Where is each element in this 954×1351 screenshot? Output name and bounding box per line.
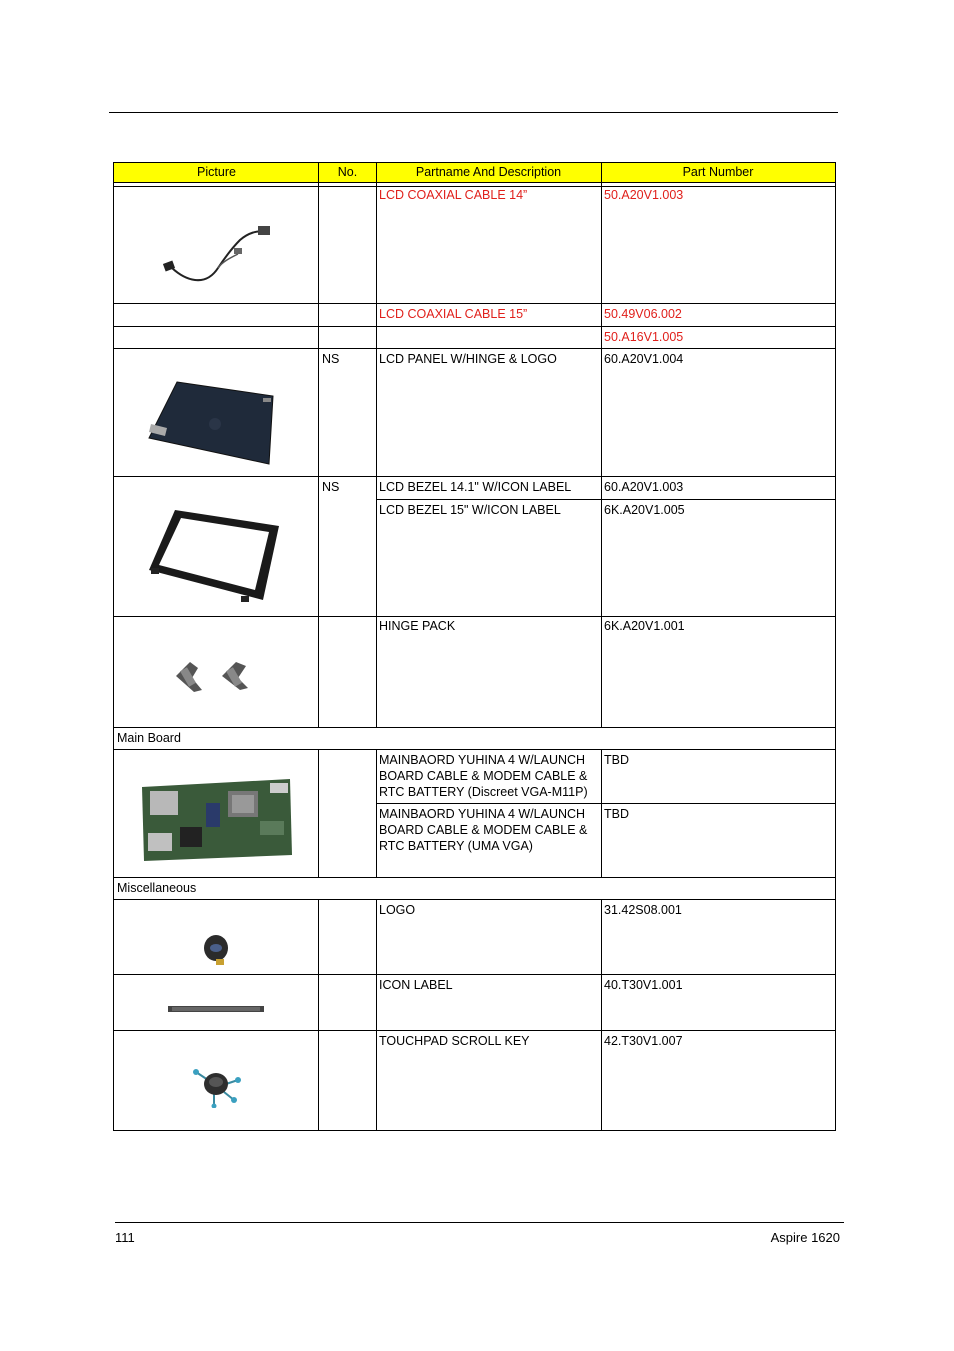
touch-pn: 42.T30V1.007 — [604, 1034, 683, 1048]
col-divider — [376, 162, 377, 728]
col-divider — [318, 899, 319, 1131]
icon-pn: 40.T30V1.001 — [604, 978, 683, 992]
section-main-board: Main Board — [117, 731, 181, 745]
header-picture: Picture — [114, 163, 319, 182]
header-no: No. — [319, 163, 376, 182]
mb2-line3: RTC BATTERY (UMA VGA) — [379, 839, 533, 853]
panel-pn: 60.A20V1.004 — [604, 352, 684, 366]
hinge-name: HINGE PACK — [379, 619, 456, 633]
mb2-pn: TBD — [604, 807, 629, 821]
col-divider — [601, 749, 602, 878]
mb1-pn: TBD — [604, 753, 629, 767]
header-partname: Partname And Description — [376, 163, 601, 182]
row-divider — [113, 476, 836, 477]
logo-pn: 31.42S08.001 — [604, 903, 682, 917]
row-divider — [113, 616, 836, 617]
row-divider — [113, 974, 836, 975]
row-divider — [113, 899, 836, 900]
row-divider — [113, 303, 836, 304]
row-divider — [376, 499, 836, 500]
mb1-line3: RTC BATTERY (Discreet VGA-M11P) — [379, 785, 588, 799]
logo-badge-icon — [202, 933, 232, 967]
table-border-left — [113, 162, 114, 1131]
col-divider — [376, 899, 377, 1131]
coax14-pn: 50.A20V1.003 — [604, 188, 684, 202]
col-divider — [601, 162, 602, 728]
section-miscellaneous: Miscellaneous — [117, 881, 197, 895]
bezel141-pn: 60.A20V1.003 — [604, 480, 684, 494]
row-divider — [376, 803, 836, 804]
coaxial-cable-icon — [160, 218, 275, 290]
row-divider — [113, 1030, 836, 1031]
bezel141-no: NS — [322, 480, 340, 494]
product-name: Aspire 1620 — [770, 1230, 840, 1245]
mb1-line2: BOARD CABLE & MODEM CABLE & — [379, 769, 588, 783]
panel-no: NS — [322, 352, 340, 366]
coax15-name: LCD COAXIAL CABLE 15” — [379, 307, 528, 321]
icon-name: ICON LABEL — [379, 978, 453, 992]
mb2-line1: MAINBAORD YUHINA 4 W/LAUNCH — [379, 807, 586, 821]
lcd-bezel-icon — [145, 508, 285, 608]
col-divider — [601, 899, 602, 1131]
hinge-pack-icon — [172, 656, 258, 692]
top-rule — [109, 112, 838, 113]
bezel15-name: LCD BEZEL 15" W/ICON LABEL — [379, 503, 561, 517]
coax15-pn: 50.49V06.002 — [604, 307, 682, 321]
table-border-right — [835, 162, 836, 1131]
row-divider — [113, 727, 836, 728]
mainboard-icon — [140, 777, 295, 863]
bezel141-name: LCD BEZEL 14.1" W/ICON LABEL — [379, 480, 572, 494]
panel-name: LCD PANEL W/HINGE & LOGO — [379, 352, 557, 366]
coax14-name: LCD COAXIAL CABLE 14” — [379, 188, 528, 202]
touchpad-scroll-key-icon — [190, 1062, 244, 1108]
row-divider — [113, 877, 836, 878]
row-divider — [113, 1130, 836, 1131]
col-divider — [318, 162, 319, 728]
bottom-rule — [115, 1222, 844, 1223]
row-divider — [113, 182, 836, 183]
row-divider — [113, 348, 836, 349]
icon-label-strip-icon — [168, 1004, 264, 1014]
logo-name: LOGO — [379, 903, 416, 917]
page-number: 111 — [115, 1230, 135, 1245]
row-divider — [113, 162, 836, 163]
mb2-line2: BOARD CABLE & MODEM CABLE & — [379, 823, 588, 837]
touch-name: TOUCHPAD SCROLL KEY — [379, 1034, 530, 1048]
hinge-pn: 6K.A20V1.001 — [604, 619, 685, 633]
bezel15-pn: 6K.A20V1.005 — [604, 503, 685, 517]
mb1-line1: MAINBAORD YUHINA 4 W/LAUNCH — [379, 753, 586, 767]
col-divider — [376, 749, 377, 878]
col-divider — [318, 749, 319, 878]
lcd-panel-icon — [145, 380, 275, 470]
row-divider — [113, 749, 836, 750]
header-partnumber: Part Number — [601, 163, 835, 182]
row-divider — [113, 326, 836, 327]
coaxalt-pn: 50.A16V1.005 — [604, 330, 684, 344]
